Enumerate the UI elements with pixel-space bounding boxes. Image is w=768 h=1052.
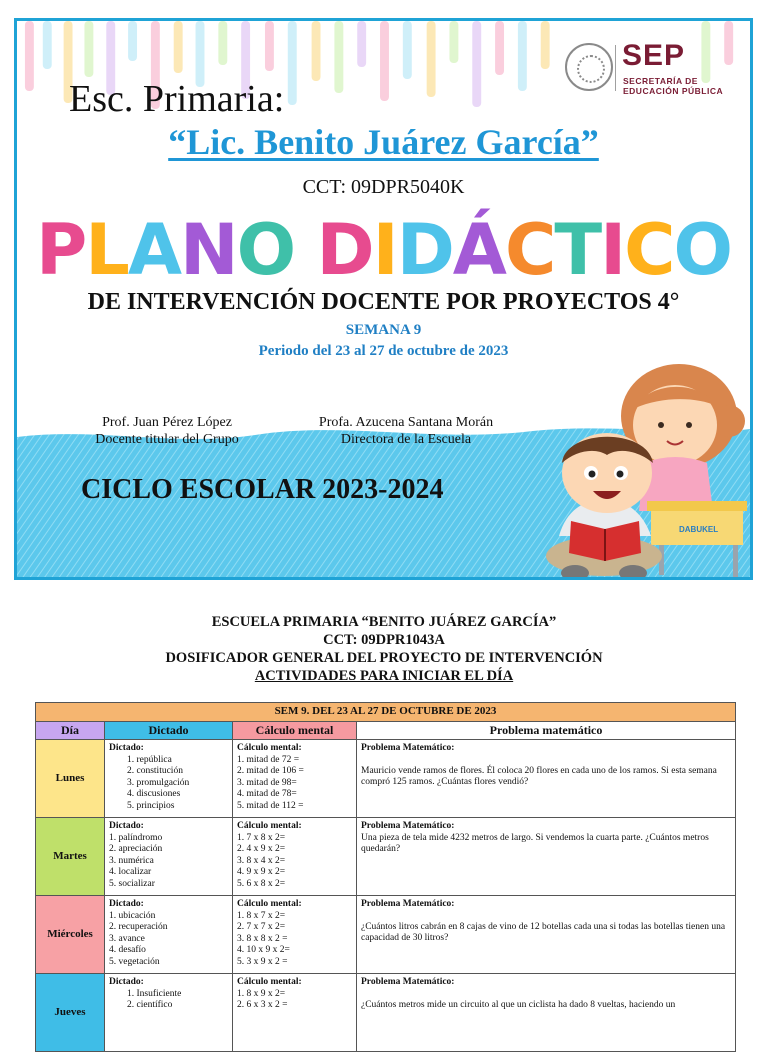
document-cct: CCT: 09DPR1043A: [323, 632, 445, 648]
table-header-row: [36, 721, 736, 740]
problema-cell: Problema Matemático: Mauricio vende ramos de flores. Él coloca 20 flores en cada uno de los ramos. Si esta semana compró 125 ramos. ¿Cuántas flores vendió?: [357, 740, 736, 818]
dictado-cell: Dictado: 1. ubicación 2. recuperación 3. avance 4. desafío 5. vegetación: [105, 896, 233, 974]
day-cell: Miércoles: [36, 896, 105, 974]
title-letter: L: [85, 209, 128, 291]
desk-brand: DABUKEL: [679, 525, 719, 534]
header-dia: Día: [36, 721, 105, 740]
week-label: SEMANA 9: [345, 322, 422, 338]
school-label: Esc. Primaria:: [69, 78, 285, 120]
title-letter: T: [554, 209, 601, 291]
problema-cell: Problema Matemático: Una pieza de tela mide 4232 metros de largo. Si vendemos la cuarta parte. ¿Cuántos metros quedarán?: [357, 818, 736, 896]
day-cell: Lunes: [36, 740, 105, 818]
title-letter: I: [600, 209, 625, 291]
document-subheading: ACTIVIDADES PARA INICIAR EL DÍA: [254, 668, 514, 684]
title-letter: O: [236, 209, 295, 291]
document-heading: DOSIFICADOR GENERAL DEL PROYECTO DE INTERVENCIÓN: [165, 650, 603, 666]
title-letter: N: [180, 209, 237, 291]
director-name: Profa. Azucena Santana Morán: [318, 415, 494, 430]
title-letter: Á: [452, 209, 505, 291]
header-problema: Problema matemático: [357, 721, 736, 740]
cover-subtitle: DE INTERVENCIÓN DOCENTE POR PROYECTOS 4°: [87, 289, 680, 315]
teacher-role: Docente titular del Grupo: [95, 432, 239, 447]
dictado-cell: Dictado: 1. república 2. constitución 3. promulgación 4. discusiones 5. principios: [105, 740, 233, 818]
calculo-cell: Cálculo mental: 1. 8 x 9 x 2= 2. 6 x 3 x 2 =: [233, 974, 357, 1052]
week-banner-row: [36, 703, 736, 722]
title-letter: D: [316, 209, 373, 291]
title-letter: [294, 209, 316, 291]
sep-logo: SEP: [622, 39, 686, 72]
director-role: Directora de la Escuela: [340, 432, 472, 447]
document-school: ESCUELA PRIMARIA “BENITO JUÁREZ GARCÍA”: [211, 614, 557, 630]
teacher-name: Prof. Juan Pérez López: [102, 415, 232, 430]
teacher-signature: [67, 414, 267, 448]
title-letter: I: [372, 209, 397, 291]
day-cell: Martes: [36, 818, 105, 896]
day-cell: Jueves: [36, 974, 105, 1052]
header-dictado: Dictado: [105, 721, 233, 740]
dictado-cell: Dictado: 1. Insuficiente 2. científico: [105, 974, 233, 1052]
week-banner: SEM 9. DEL 23 AL 27 DE OCTUBRE DE 2023: [36, 703, 736, 722]
period-label: Periodo del 23 al 27 de octubre de 2023: [258, 343, 509, 359]
title-letter: A: [127, 209, 181, 291]
school-cycle: CICLO ESCOLAR 2023-2024: [81, 474, 444, 505]
dictado-cell: Dictado: 1. palíndromo 2. apreciación 3. numérica 4. localizar 5. socializar: [105, 818, 233, 896]
calculo-cell: Cálculo mental: 1. mitad de 72 = 2. mitad de 106 = 3. mitad de 98= 4. mitad de 78= 5. mitad de 112 =: [233, 740, 357, 818]
children-reading-illustration: [529, 351, 753, 580]
school-name: “Lic. Benito Juárez García”: [168, 122, 599, 162]
problema-cell: Problema Matemático: ¿Cuántos metros mide un circuito al que un ciclista ha dado 8 vueltas, haciendo un: [357, 974, 736, 1052]
title-letter: D: [396, 209, 453, 291]
cover-page: [14, 18, 753, 580]
table-row: [36, 896, 736, 974]
header-calculo: Cálculo mental: [233, 721, 357, 740]
title-letter: O: [673, 209, 732, 291]
calculo-cell: Cálculo mental: 1. 8 x 7 x 2= 2. 7 x 7 x 2= 3. 8 x 8 x 2 = 4. 10 x 9 x 2= 5. 3 x 9 x 2 =: [233, 896, 357, 974]
main-title: [17, 209, 750, 291]
cover-cct: CCT: 09DPR5040K: [302, 176, 465, 198]
document-header: [0, 613, 768, 685]
title-letter: P: [35, 209, 86, 291]
table-row: [36, 740, 736, 818]
director-signature: [295, 414, 517, 448]
sep-logo-subtitle: SECRETARÍA DE EDUCACIÓN PÚBLICA: [623, 76, 724, 96]
table-row: [36, 974, 736, 1052]
logo-divider: [615, 45, 616, 91]
activities-table: [35, 702, 736, 1052]
table-row: [36, 818, 736, 896]
calculo-cell: Cálculo mental: 1. 7 x 8 x 2= 2. 4 x 9 x 2= 3. 8 x 4 x 2= 4. 9 x 9 x 2= 5. 6 x 8 x 2=: [233, 818, 357, 896]
mexico-seal-icon: [565, 43, 613, 91]
title-letter: C: [624, 209, 674, 291]
problema-cell: Problema Matemático: ¿Cuántos litros cabrán en 8 cajas de vino de 12 botellas cada una si todas las botellas tienen una capacidad de 30 litros?: [357, 896, 736, 974]
title-letter: C: [504, 209, 555, 291]
